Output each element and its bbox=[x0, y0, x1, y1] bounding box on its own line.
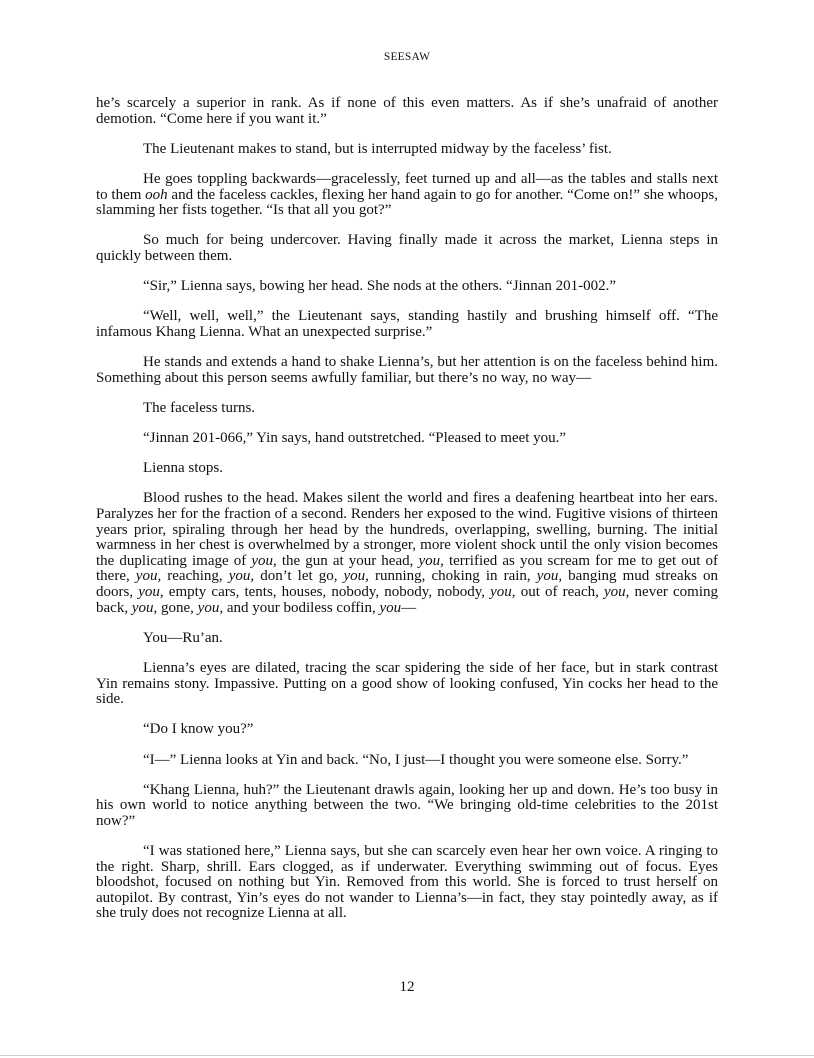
body-text bbox=[96, 96, 718, 937]
paragraph: “I—” Lienna looks at Yin and back. “No, I just—I thought you were someone else. Sorry.” bbox=[143, 751, 689, 768]
paragraph: Lienna stops. bbox=[143, 460, 223, 477]
paragraph: “Khang Lienna, huh?” the Lieutenant drawls again, looking her up and down. He’s too busy in his own world to notice anything between the two. “We bringing old-time celebrities to the 201st now?” bbox=[96, 781, 718, 829]
paragraph: He stands and extends a hand to shake Lienna’s, but her attention is on the faceless behind him. Something about this person seems awfully familiar, but there’s no way, no way— bbox=[96, 354, 718, 386]
paragraph: Blood rushes to the head. Makes silent the world and fires a deafening heartbeat into her ears. Paralyzes her for the fraction of a second. Renders her exposed to the wind. Fugitive visions of thirteen years prior, spiraling through her head by the hundreds, overlapping, swelling, burning. The initial warmness in her chest is overwhelmed by a stronger, more violent shock until the only vision becomes the duplicating image of you, the gun at your head, you, terrified as you scream for me to get out of there, you, reaching, you, don’t let go, you, running, choking in rain, you, banging mud streaks on doors, you, empty cars, tents, houses, nobody, nobody, nobody, you, out of reach, you, never coming back, you, gone, you, and your bodiless coffin, you— bbox=[96, 490, 718, 616]
running-title: SEESAW bbox=[383, 51, 431, 63]
paragraph: The faceless turns. bbox=[143, 399, 256, 416]
paragraph: “Well, well, well,” the Lieutenant says, standing hastily and brushing himself off. “The infamous Khang Lienna. What an unexpected surprise.” bbox=[96, 308, 718, 340]
paragraph: You—Ru’an. bbox=[143, 629, 223, 646]
paragraph: “Sir,” Lienna says, bowing her head. She nods at the others. “Jinnan 201-002.” bbox=[143, 278, 617, 295]
paragraph: So much for being undercover. Having finally made it across the market, Lienna steps in quickly between them. bbox=[96, 232, 718, 264]
paragraph: he’s scarcely a superior in rank. As if none of this even matters. As if she’s unafraid of another demotion. “Come here if you want it.” bbox=[96, 95, 718, 127]
paragraph: Lienna’s eyes are dilated, tracing the scar spidering the side of her face, but in stark contrast Yin remains stony. Impassive. Putting on a good show of looking confused, Yin cocks her head to the side. bbox=[96, 659, 718, 708]
page-bottom-edge bbox=[0, 1055, 814, 1056]
paragraph: “Do I know you?” bbox=[143, 721, 254, 738]
paragraph: “Jinnan 201-066,” Yin says, hand outstretched. “Pleased to meet you.” bbox=[143, 430, 567, 447]
paragraph: The Lieutenant makes to stand, but is interrupted midway by the faceless’ fist. bbox=[143, 140, 612, 157]
page-number: 12 bbox=[399, 979, 415, 995]
paragraph: “I was stationed here,” Lienna says, but she can scarcely even hear her own voice. A ringing to the right. Sharp, shrill. Ears clogged, as if underwater. Everything swimming out of focus. Eyes bloodshot, focused on nothing but Yin. Removed from this world. She is forced to trust herself on autopilot. By contrast, Yin’s eyes do not wander to Lienna’s—in fact, they stay pointedly away, as if she truly does not recognize Lienna at all. bbox=[96, 843, 718, 922]
paragraph: He goes toppling backwards—gracelessly, feet turned up and all—as the tables and stalls next to them ooh and the faceless cackles, flexing her hand again to go for another. “Come on!” she whoops, slamming her fists together. “Is that all you got?” bbox=[96, 170, 718, 219]
